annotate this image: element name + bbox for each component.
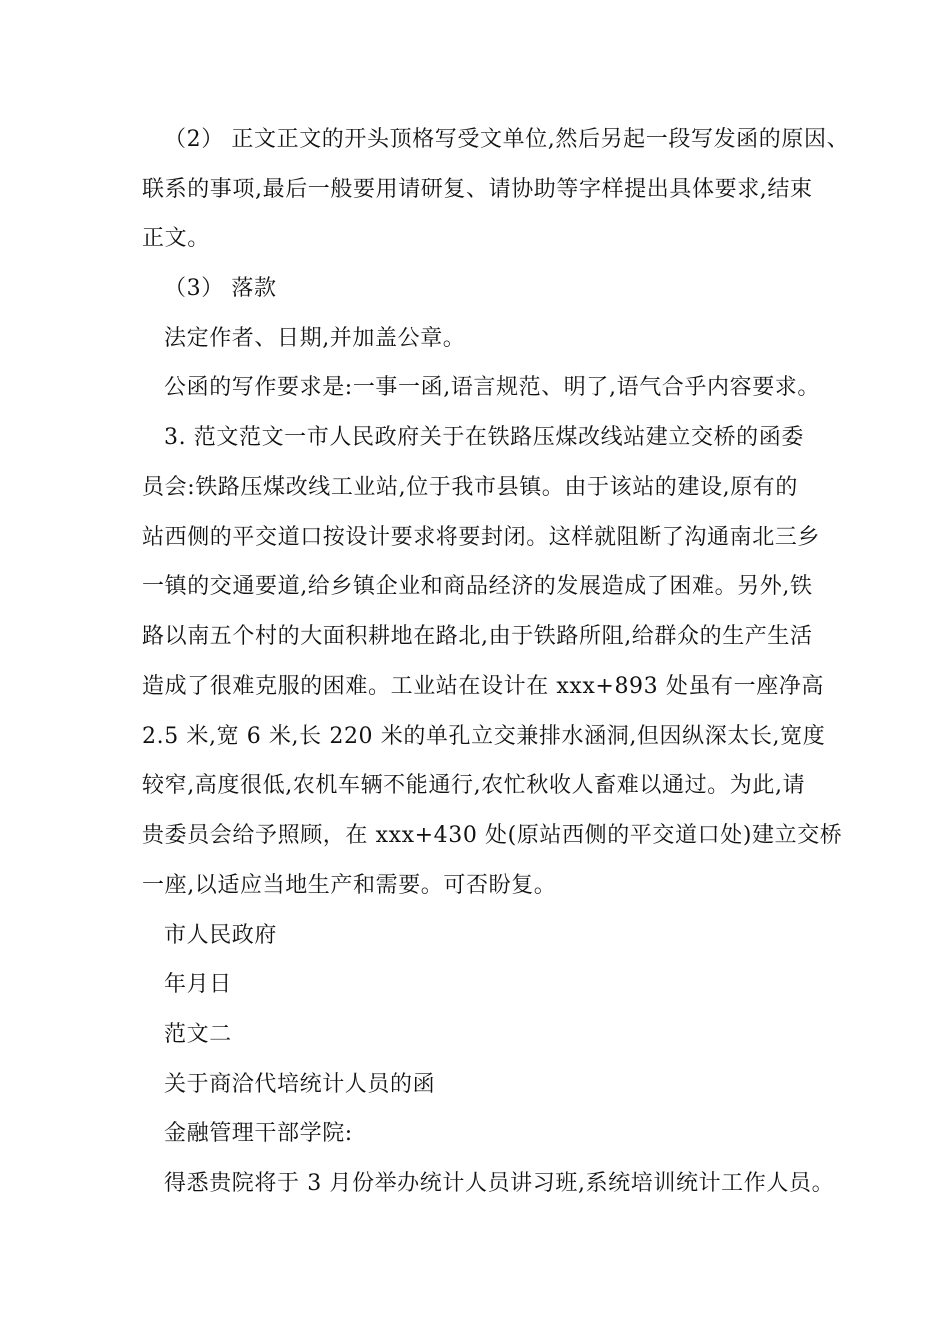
text-line: 一座,以适应当地生产和需要。可否盼复。 [142, 873, 557, 898]
text-line: 公函的写作要求是:一事一函,语言规范、明了,语气合乎内容要求。 [164, 375, 821, 400]
text-line: 2.5 米,宽 6 米,长 220 米的单孔立交兼排水涵洞,但因纵深太长,宽度 [142, 724, 826, 749]
text-line: 员会:铁路压煤改线工业站,位于我市县镇。由于该站的建设,原有的 [142, 475, 799, 500]
text-line: 年月日 [164, 972, 232, 997]
text-line: 较窄,高度很低,农机车辆不能通行,农忙秋收人畜难以通过。为此,请 [142, 773, 806, 798]
text-line: 站西侧的平交道口按设计要求将要封闭。这样就阻断了沟通南北三乡 [142, 525, 821, 550]
text-line: 一镇的交通要道,给乡镇企业和商品经济的发展造成了困难。另外,铁 [142, 574, 813, 599]
text-line: 联系的事项,最后一般要用请研复、请协助等字样提出具体要求,结束 [142, 177, 813, 202]
text-line: 贵委员会给予照顾，在 xxx+430 处(原站西侧的平交道口处)建立交桥 [142, 823, 843, 848]
text-line: 关于商洽代培统计人员的函 [164, 1072, 436, 1097]
text-line: 路以南五个村的大面积耕地在路北,由于铁路所阻,给群众的生产生活 [142, 624, 813, 649]
text-line: 3. 范文范文一市人民政府关于在铁路压煤改线站建立交桥的函委 [164, 425, 804, 450]
text-line: 得悉贵院将于 3 月份举办统计人员讲习班,系统培训统计工作人员。 [164, 1171, 835, 1196]
text-line: （2） 正文正文的开头顶格写受文单位,然后另起一段写发函的原因、 [164, 127, 850, 152]
text-line: 造成了很难克服的困难。工业站在设计在 xxx+893 处虽有一座净高 [142, 674, 825, 699]
text-line: （3） 落款 [164, 276, 277, 301]
text-line: 法定作者、日期,并加盖公章。 [164, 326, 466, 351]
text-line: 正文。 [142, 226, 210, 251]
text-line: 金融管理干部学院: [164, 1121, 353, 1146]
text-line: 范文二 [164, 1022, 232, 1047]
text-line: 市人民政府 [164, 923, 278, 948]
